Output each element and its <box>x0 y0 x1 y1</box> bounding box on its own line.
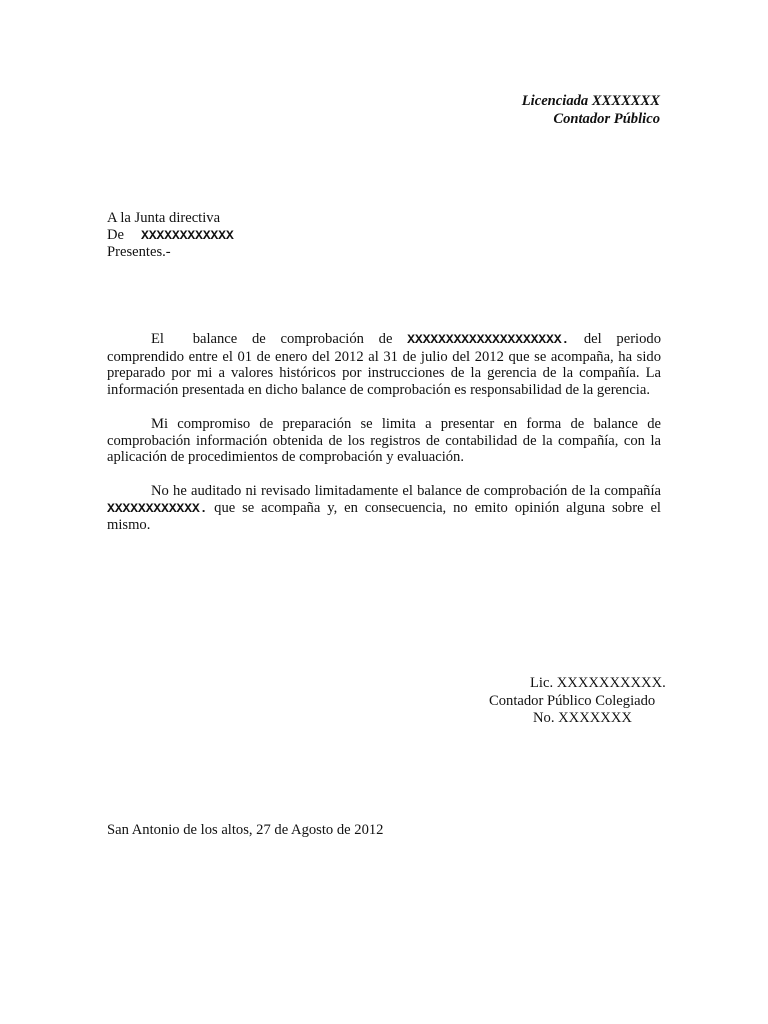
signature-title: Contador Público Colegiado <box>489 692 656 709</box>
paragraph-1-company: XXXXXXXXXXXXXXXXXXXX. <box>407 332 570 347</box>
addressee-block <box>107 210 507 261</box>
addressee-company-name: XXXXXXXXXXXX <box>141 227 234 243</box>
signature-block <box>489 675 669 728</box>
paragraph-1-rest: del periodo comprendido entre el 01 de enero del 2012 al 31 de julio del 2012 que se acompaña, ha sido preparado por mi a valores históricos por instrucciones de la gerencia de la compañía. La información presentada en dicho balance de comprobación es responsabilidad de la gerencia. <box>107 331 661 399</box>
addressee-prefix: De <box>107 226 125 243</box>
addressee-line-2 <box>107 227 507 245</box>
letter-header <box>522 92 660 128</box>
body-paragraph-2: Mi compromiso de preparación se limita a presentar en forma de balance de comprobación información obtenida de los registros de contabilidad de la compañía, con la aplicación de procedimientos de comprobación y evaluación. <box>107 415 661 466</box>
addressee-line-3: Presentes.- <box>107 244 171 260</box>
letter-body <box>107 331 661 551</box>
body-paragraph-1 <box>107 331 661 399</box>
paragraph-1-start: El <box>151 331 164 347</box>
paragraph-3-company: XXXXXXXXXXXX. <box>107 500 208 516</box>
signature-name: Lic. XXXXXXXXXX. <box>530 675 666 691</box>
place-and-date: San Antonio de los altos, 27 de Agosto de 2012 <box>107 822 384 838</box>
paragraph-1-intro: balance de comprobación de <box>192 331 393 347</box>
paragraph-3-rest: que se acompaña y, en consecuencia, no emito opinión alguna sobre el mismo. <box>107 499 661 534</box>
paragraph-3-intro: No he auditado ni revisado limitadamente el balance de comprobación de la compañía <box>151 482 661 499</box>
signature-registration-number: No. XXXXXXX <box>533 710 632 726</box>
header-title: Contador Público <box>553 111 660 127</box>
body-paragraph-3 <box>107 483 661 534</box>
addressee-line-1: A la Junta directiva <box>107 210 221 226</box>
header-name: Licenciada XXXXXXX <box>521 93 660 109</box>
